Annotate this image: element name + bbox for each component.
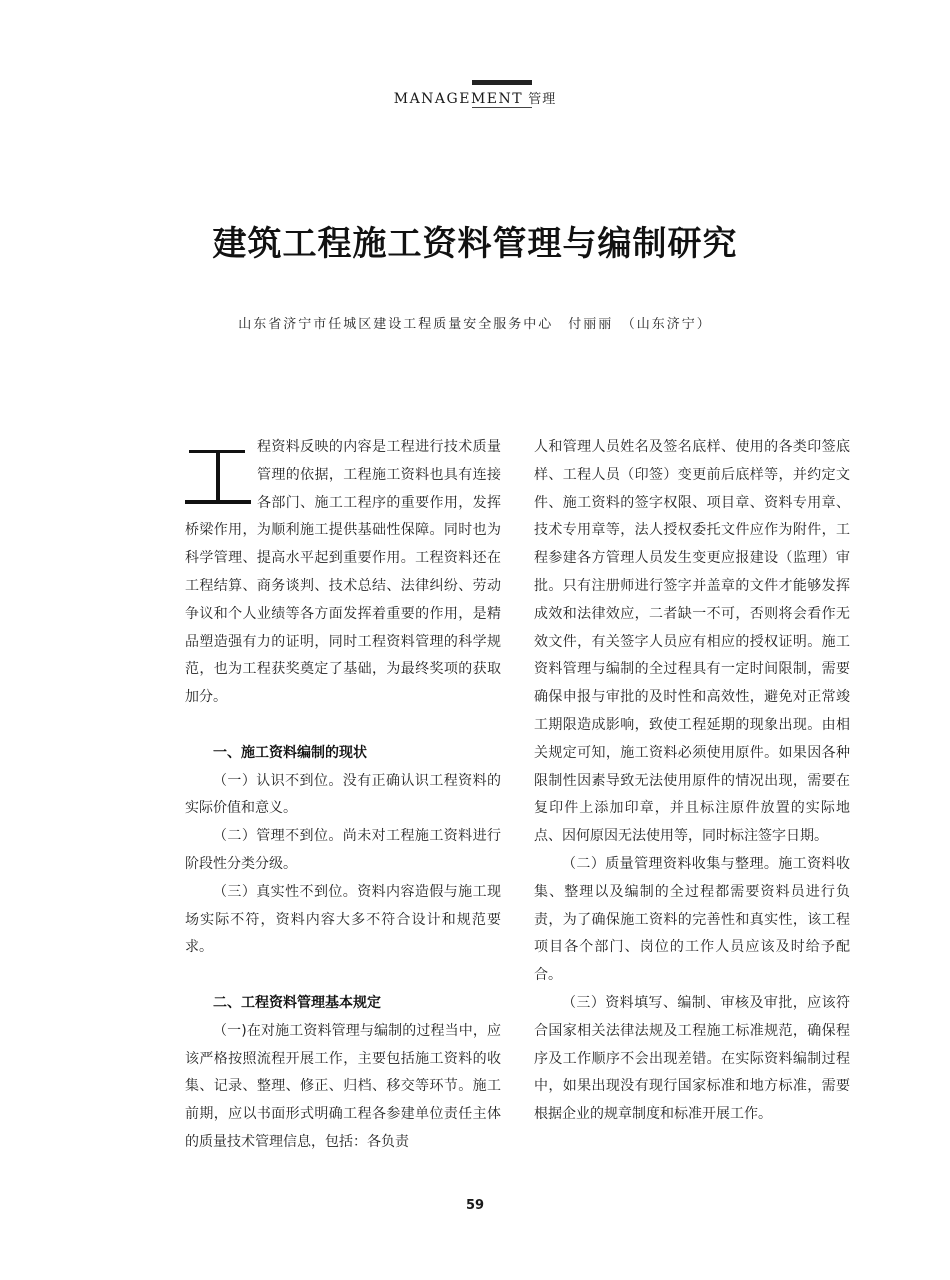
section1-paragraph-3: （三）真实性不到位。资料内容造假与施工现场实际不符，资料内容大多不符合设计和规范要求。: [185, 883, 501, 956]
section-heading-2: 二、工程资料管理基本规定: [213, 994, 381, 1011]
section-heading-1: 一、施工资料编制的现状: [213, 744, 367, 761]
right-paragraph-1: 人和管理人员姓名及签名底样、使用的各类印签底样、工程人员（印签）变更前后底样等，并约定文件、施工资料的签字权限、项目章、资料专用章、技术专用章等，法人授权委托文件应作为附件，工程参建各方管理人员发生变更应报建设（监理）审批。只有注册师进行签字并盖章的文件才能够发挥成效和法律效应，二者缺一不可，否则将会看作无效文件，有关签字人员应有相应的授权证明。施工资料管理与编制的全过程具有一定时间限制，需要确保申报与审批的及时性和高效性，避免对正常竣工期限造成影响，致使工程延期的现象出现。由相关规定可知，施工资料必须使用原件。如果因各种限制性因素导致无法使用原件的情况出现，需要在复印件上添加印章，并且标注原件放置的实际地点、因何原因无法使用等，同时标注签字日期。: [534, 439, 850, 845]
column-right: [534, 434, 850, 1129]
page-number: 59: [465, 1198, 485, 1213]
article-byline: 山东省济宁市任城区建设工程质量安全服务中心 付丽丽 （山东济宁）: [238, 317, 712, 332]
section2-paragraph-1: （一)在对施工资料管理与编制的过程当中，应该严格按照流程开展工作，主要包括施工资料的收集、记录、整理、修正、归档、移交等环节。施工前期，应以书面形式明确工程各参建单位责任主体的质量技术管理信息，包括：各负责: [185, 1022, 501, 1150]
article-title: 建筑工程施工资料管理与编制研究: [212, 224, 738, 264]
column-left: [185, 434, 501, 1157]
section1-paragraph-2: （二）管理不到位。尚未对工程施工资料进行阶段性分类分级。: [185, 828, 501, 872]
section-label: [0, 88, 950, 107]
header-rule-bottom: [472, 107, 532, 108]
section1-paragraph-1: （一）认识不到位。没有正确认识工程资料的实际价值和意义。: [185, 772, 501, 817]
header-rule-top: [472, 80, 532, 85]
intro-paragraph: [185, 434, 501, 712]
drop-cap: [185, 438, 251, 516]
right-paragraph-3: （三）资料填写、编制、审核及审批，应该符合国家相关法律法规及工程施工标准规范，确保程序及工作顺序不会出现差错。在实际资料编制过程中，如果出现没有现行国家标准和地方标准，需要根据企业的规章制度和标准开展工作。: [534, 994, 850, 1123]
intro-text: 程资料反映的内容是工程进行技术质量管理的依据，工程施工资料也具有连接各部门、施工工程序的重要作用，发挥桥梁作用，为顺利施工提供基础性保障。同时也为科学管理、提高水平起到重要作用。工程资料还在工程结算、商务谈判、技术总结、法律纠纷、劳动争议和个人业绩等各方面发挥着重要的作用，是精品塑造强有力的证明，同时工程资料管理的科学规范，也为工程获奖奠定了基础，为最终奖项的获取加分。: [185, 439, 501, 706]
section-label-en: MANAGEMENT: [393, 91, 524, 107]
section-label-cn: 管理: [528, 92, 557, 107]
drop-cap-letter: [185, 438, 251, 516]
right-paragraph-2: （二）质量管理资料收集与整理。施工资料收集、整理以及编制的全过程都需要资料员进行负责，为了确保施工资料的完善性和真实性，该工程项目各个部门、岗位的工作人员应该及时给予配合。: [534, 855, 850, 984]
